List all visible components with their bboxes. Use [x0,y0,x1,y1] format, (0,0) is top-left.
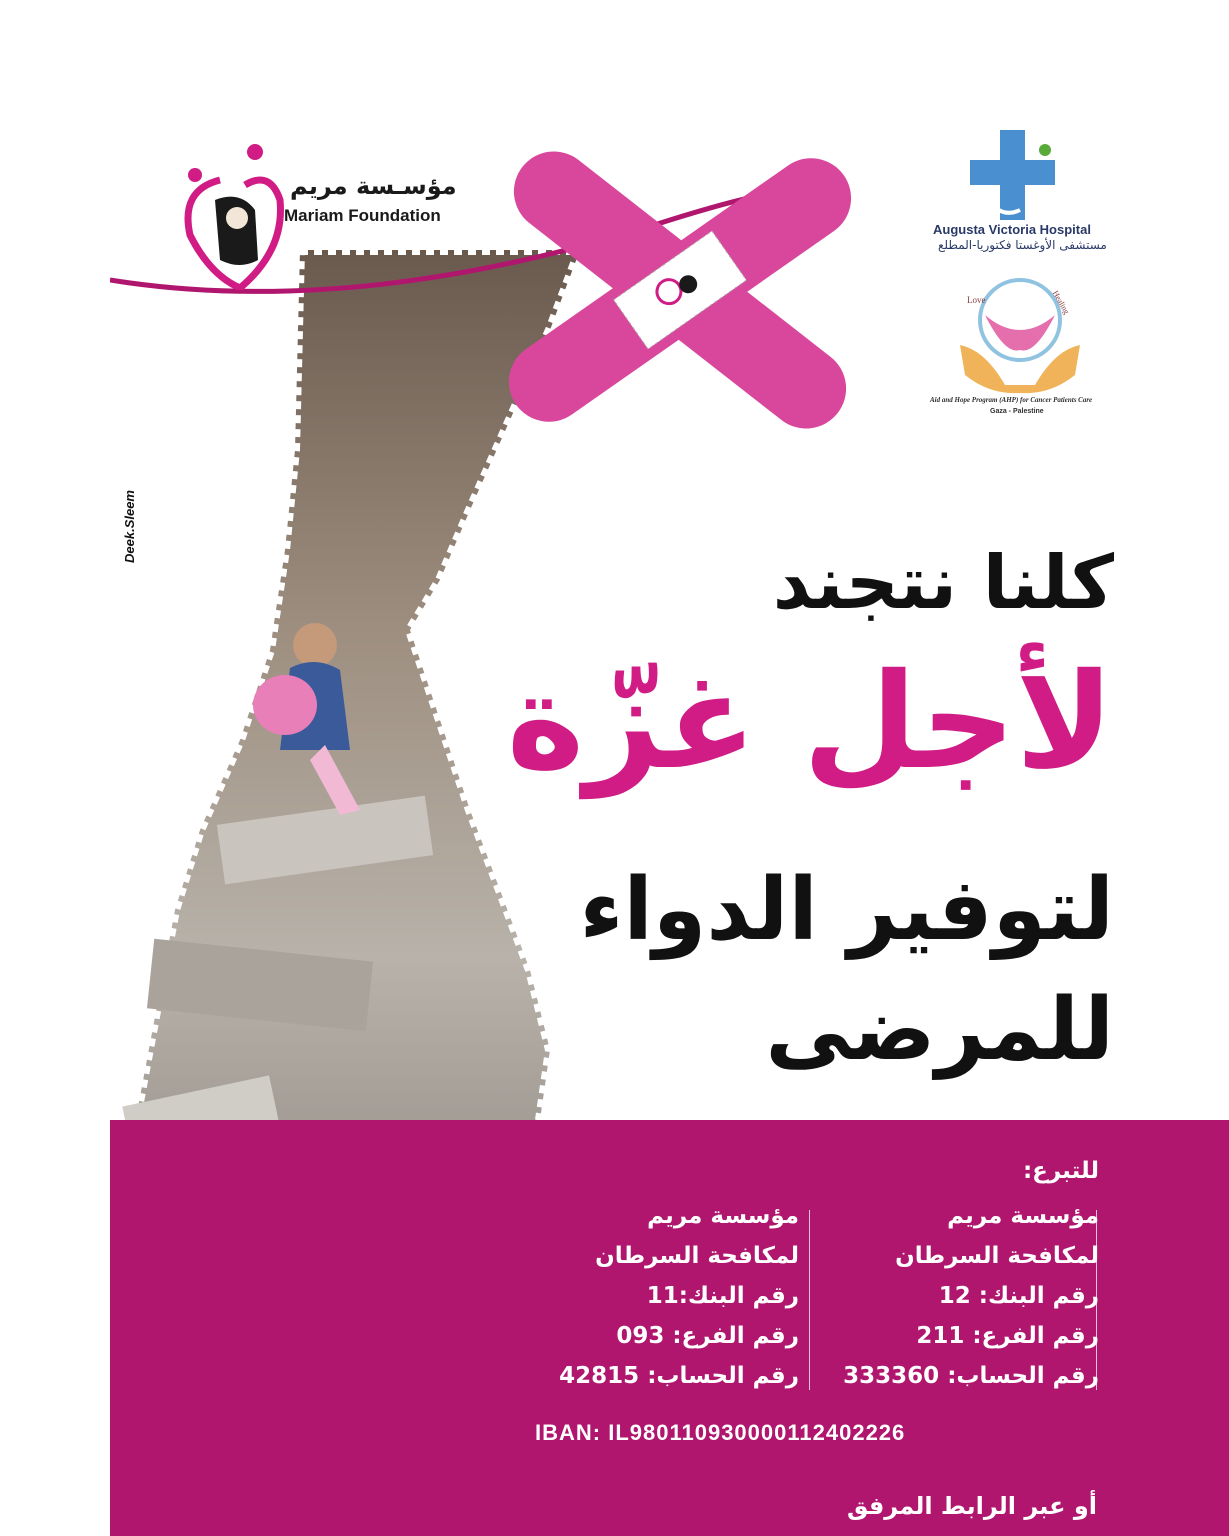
avh-name-ar: مستشفى الأوغستا فكتوريا-المطلع [938,238,1107,252]
org-name-line1: مؤسسة مريم [947,1203,1099,1229]
bank-number: رقم البنك:11 [646,1283,799,1309]
iban-text: IBAN: IL980110930000112402226 [535,1420,906,1445]
headline-line4: للمرضى [765,980,1114,1080]
ahp-program-name: Aid and Hope Program (AHP) for Cancer Patients Care [930,396,1093,404]
aid-and-hope-logo [955,275,1085,395]
ahp-healing-text: Healing [1050,289,1072,316]
ahp-love-text: Love [967,295,986,305]
donation-account-left [539,1196,799,1396]
org-name-line1: مؤسسة مريم [647,1203,799,1229]
org-name-line2: لمكافحة السرطان [595,1243,799,1269]
avh-name-en: Augusta Victoria Hospital [933,222,1091,237]
headline-line1: كلنا نتجند [772,540,1114,626]
headline-line2: لأجل غزّة [506,645,1114,799]
branch-number: رقم الفرع: 211 [916,1323,1099,1349]
org-name-line2: لمكافحة السرطان [895,1243,1099,1269]
account-number: رقم الحساب: 333360 [843,1363,1099,1389]
mariam-name-en: Mariam Foundation [284,206,441,225]
donation-account-right [834,1196,1099,1396]
donate-label: للتبرع: [1022,1158,1099,1184]
designer-credit: Deek.Sleem [122,490,137,563]
mariam-name-ar: مؤسـسة مريم [290,172,457,200]
donation-link-text[interactable]: أو عبر الرابط المرفق [846,1492,1097,1520]
headline-line3: لتوفير الدواء [579,860,1114,960]
augusta-victoria-logo [965,125,1060,225]
column-divider [809,1210,810,1390]
bandage-cross [470,90,890,490]
account-number: رقم الحساب: 42815 [559,1363,799,1389]
bank-number: رقم البنك: 12 [938,1283,1099,1309]
ahp-location: Gaza - Palestine [990,408,1044,415]
branch-number: رقم الفرع: 093 [616,1323,799,1349]
